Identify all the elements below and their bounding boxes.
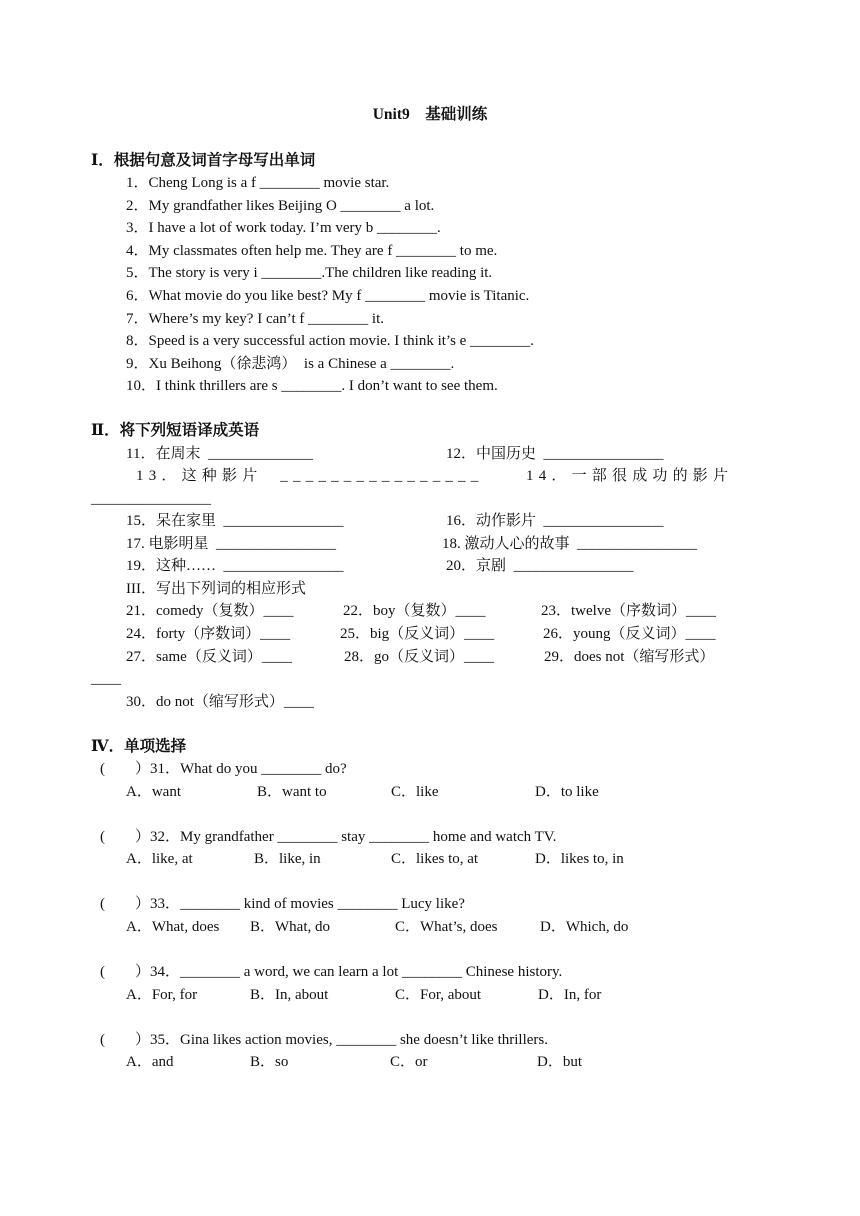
question-15: 15．呆在家里 ________________ xyxy=(126,513,344,529)
q31-option-b: B．want to xyxy=(257,784,327,800)
question-6: 6．What movie do you like best? My f ________ movie is Titanic. xyxy=(126,288,530,304)
question-26: 26．young（反义词）____ xyxy=(543,626,716,642)
q35-option-d: D．but xyxy=(537,1054,583,1070)
question-20: 20．京剧 ________________ xyxy=(446,558,634,574)
q32-option-b: B．like, in xyxy=(254,851,321,867)
q35-option-a: A．and xyxy=(126,1054,174,1070)
q35-option-c: C．or xyxy=(390,1054,428,1070)
section-1-heading: Ⅰ．根据句意及词首字母写出单词 xyxy=(91,152,316,169)
q32-option-c: C．likes to, at xyxy=(391,851,479,867)
question-13: 13．这种影片 ________________ xyxy=(136,468,484,484)
question-8: 8．Speed is a very successful action movie. I think it’s e ________. xyxy=(126,333,534,349)
q33-option-b: B．What, do xyxy=(250,919,330,935)
q33-option-c: C．What’s, does xyxy=(395,919,498,935)
section-4-heading: Ⅳ．单项选择 xyxy=(91,738,187,755)
question-9: 9．Xu Beihong（徐悲鸿） is a Chinese a ________. xyxy=(126,356,455,372)
question-24: 24．forty（序数词）____ xyxy=(126,626,291,642)
question-4: 4．My classmates often help me. They are f ________ to me. xyxy=(126,243,498,259)
question-3: 3．I have a lot of work today. I’m very b ________. xyxy=(126,220,441,236)
question-16: 16．动作影片 ________________ xyxy=(446,513,664,529)
q31-option-d: D．to like xyxy=(535,784,599,800)
q31-option-c: C．like xyxy=(391,784,439,800)
q34-option-d: D．In, for xyxy=(538,987,602,1003)
page-title: Unit9 基础训练 xyxy=(372,106,488,123)
q32-option-d: D．likes to, in xyxy=(535,851,624,867)
q33-option-a: A．What, does xyxy=(126,919,220,935)
question-30: 30．do not（缩写形式）____ xyxy=(126,694,314,710)
q31-option-a: A．want xyxy=(126,784,181,800)
question-14: 14．一部很成功的影片 xyxy=(526,468,734,484)
q35-option-b: B．so xyxy=(250,1054,289,1070)
question-12: 12．中国历史 ________________ xyxy=(446,446,664,462)
question-32: ( ）32．My grandfather ________ stay ________ home and watch TV. xyxy=(100,829,557,845)
question-27: 27．same（反义词）____ xyxy=(126,649,292,665)
q32-option-a: A．like, at xyxy=(126,851,193,867)
question-11: 11．在周末 ______________ xyxy=(126,446,313,462)
question-19: 19．这种…… ________________ xyxy=(126,558,344,574)
question-33: ( ）33．________ kind of movies ________ Lucy like? xyxy=(100,896,465,912)
question-2: 2．My grandfather likes Beijing O ________ a lot. xyxy=(126,198,435,214)
question-25: 25．big（反义词）____ xyxy=(340,626,495,642)
question-28: 28．go（反义词）____ xyxy=(344,649,495,665)
question-31: ( ）31．What do you ________ do? xyxy=(100,761,347,777)
question-29: 29．does not（缩写形式） xyxy=(544,649,715,665)
question-29-blank: ____ xyxy=(91,671,121,687)
question-35: ( ）35．Gina likes action movies, ________ she doesn’t like thrillers. xyxy=(100,1032,548,1048)
question-1: 1．Cheng Long is a f ________ movie star. xyxy=(126,175,390,191)
question-21: 21．comedy（复数）____ xyxy=(126,603,294,619)
q34-option-a: A．For, for xyxy=(126,987,198,1003)
section-3-heading: III．写出下列词的相应形式 xyxy=(126,581,306,597)
question-10: 10．I think thrillers are s ________. I don’t want to see them. xyxy=(126,378,498,394)
question-17: 17. 电影明星 ________________ xyxy=(126,536,337,552)
section-2-heading: Ⅱ．将下列短语译成英语 xyxy=(91,422,260,439)
question-23: 23．twelve（序数词）____ xyxy=(541,603,716,619)
q34-option-c: C．For, about xyxy=(395,987,482,1003)
question-34: ( ）34．________ a word, we can learn a lot ________ Chinese history. xyxy=(100,964,563,980)
question-14-blank: ________________ xyxy=(91,491,211,507)
q33-option-d: D．Which, do xyxy=(540,919,629,935)
question-18: 18. 激动人心的故事 ________________ xyxy=(442,536,698,552)
question-22: 22．boy（复数）____ xyxy=(343,603,486,619)
question-5: 5．The story is very i ________.The children like reading it. xyxy=(126,265,493,281)
q34-option-b: B．In, about xyxy=(250,987,329,1003)
question-7: 7．Where’s my key? I can’t f ________ it. xyxy=(126,311,384,327)
